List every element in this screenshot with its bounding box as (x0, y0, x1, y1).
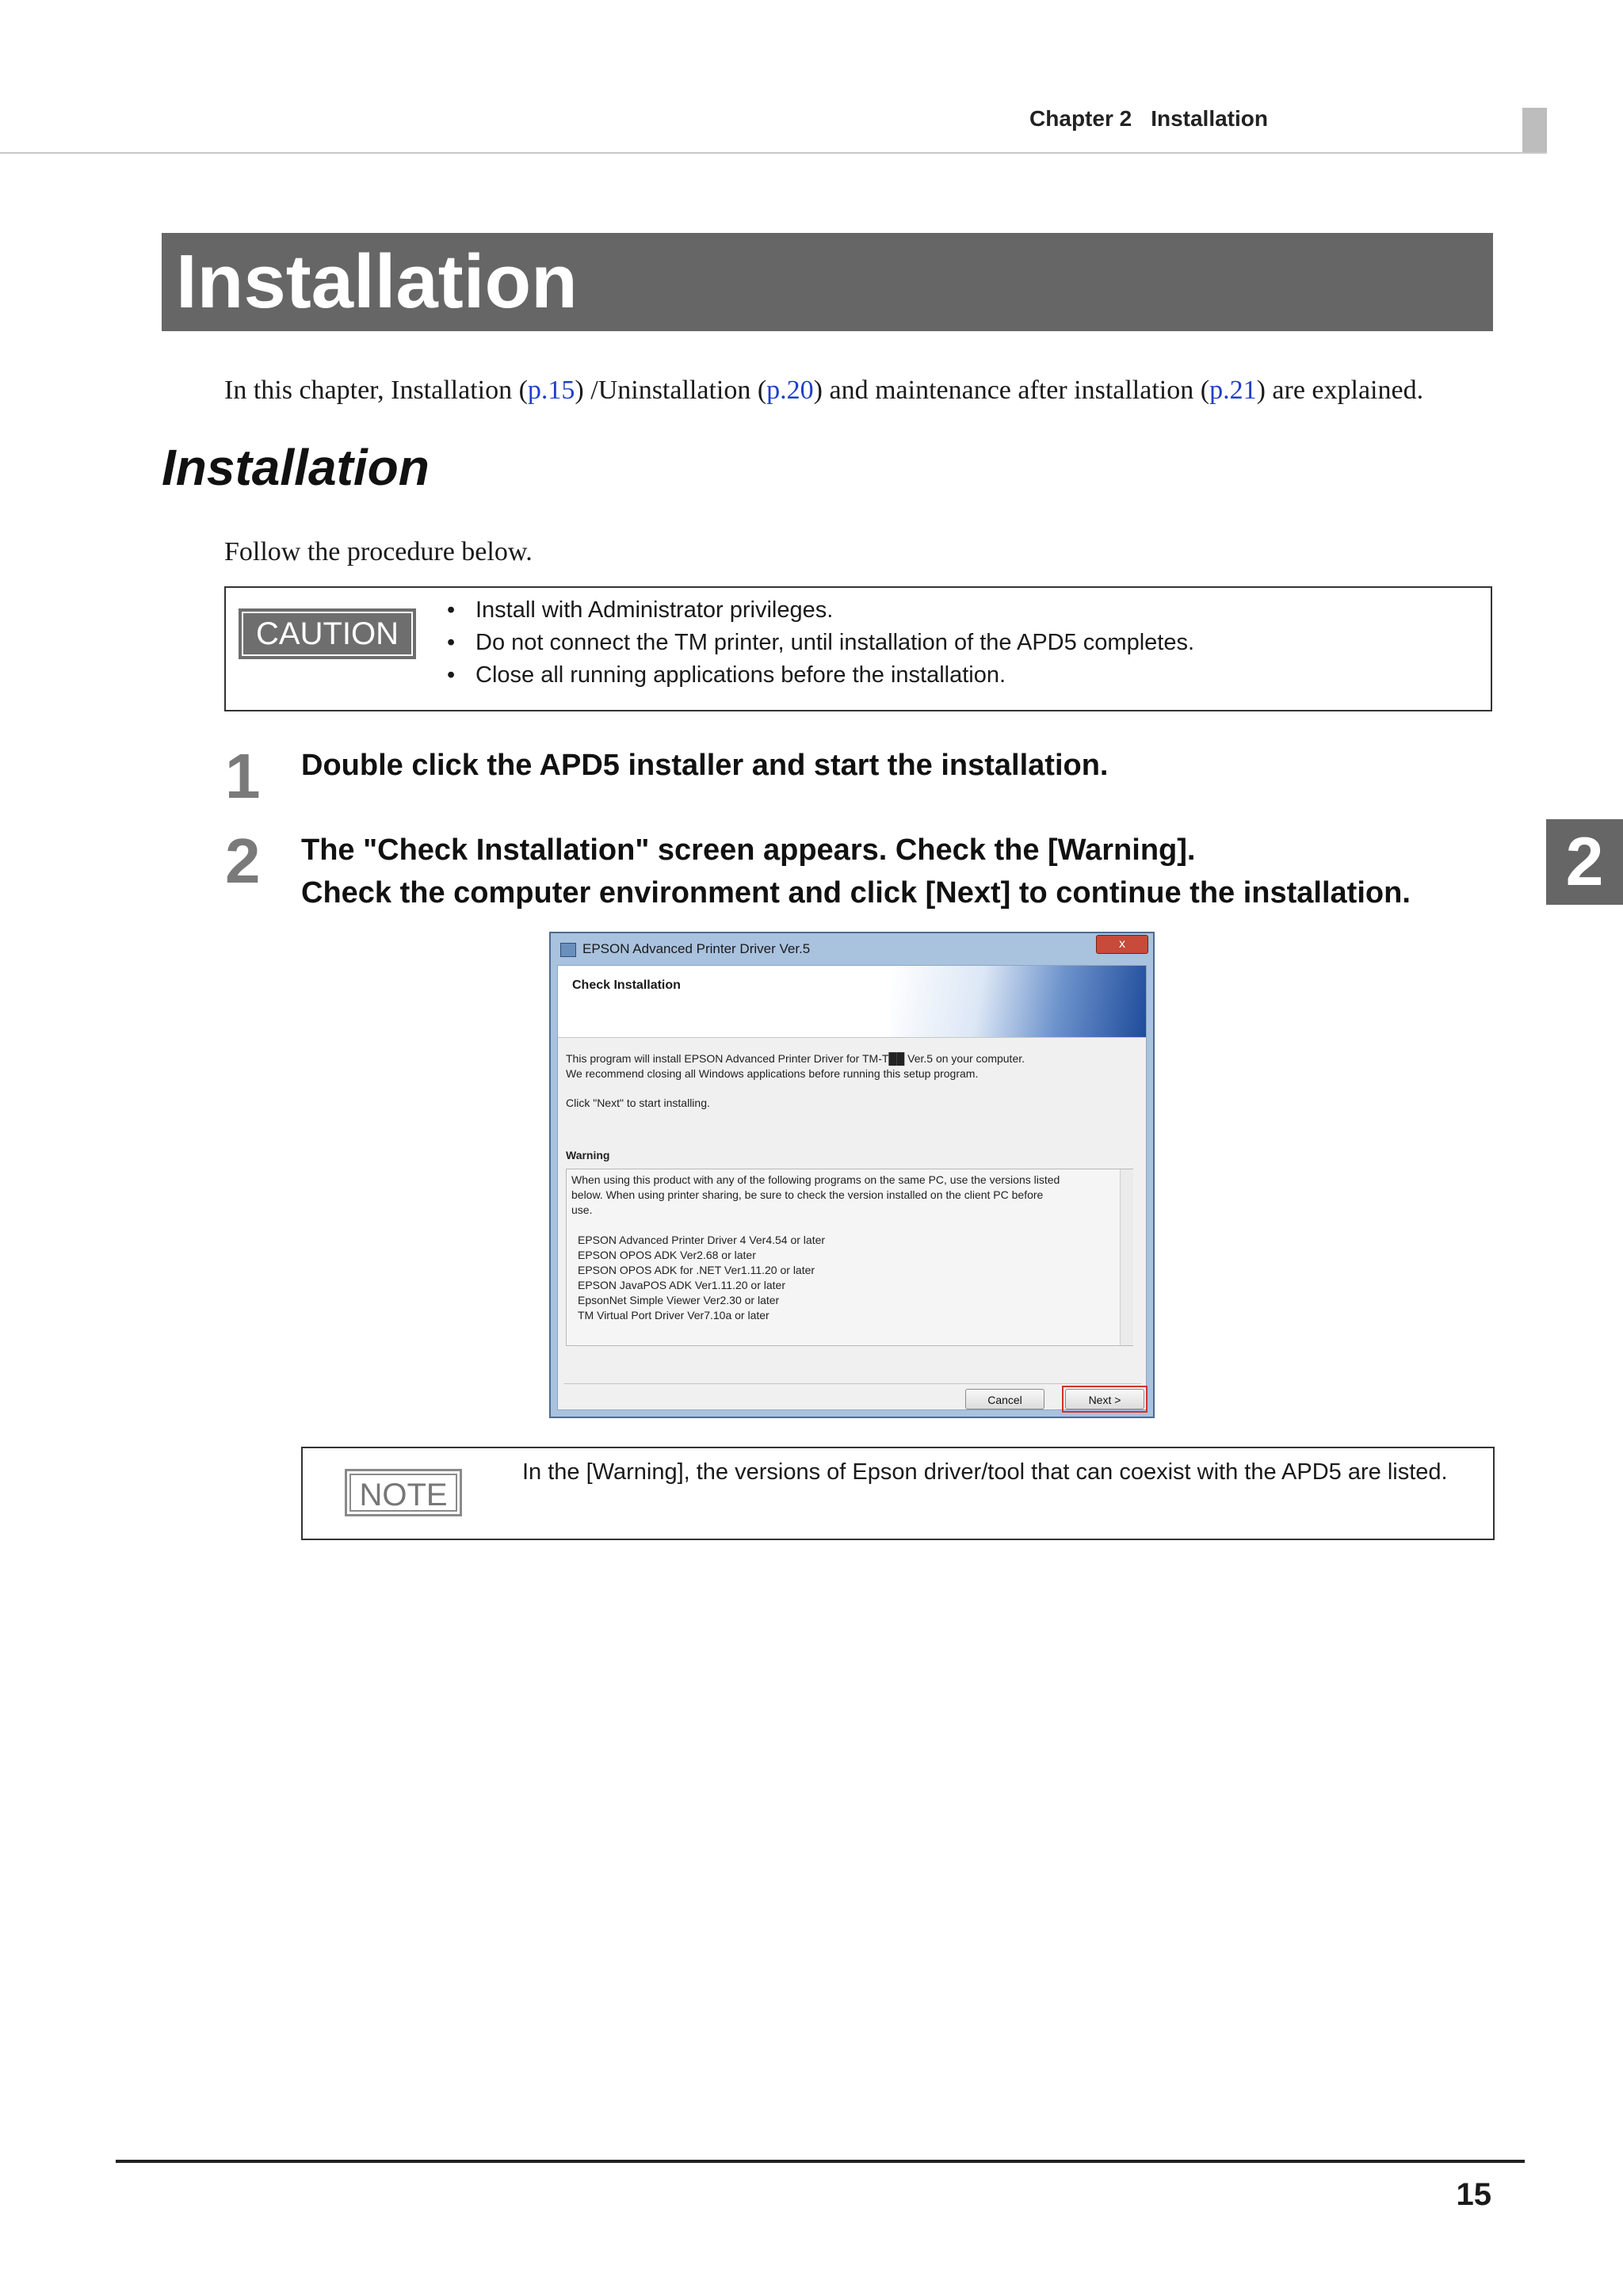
close-icon[interactable]: x (1096, 935, 1148, 954)
warning-scrollbar[interactable] (1120, 1169, 1133, 1345)
caution-item: • Do not connect the TM printer, until installation of the APD5 completes. (444, 627, 1194, 659)
warning-line: use. (571, 1203, 593, 1216)
running-header-section: Installation (1151, 106, 1268, 131)
link-uninstallation-page[interactable]: p.20 (766, 376, 814, 405)
intro-text-4: ) are explained. (1256, 376, 1424, 405)
footer-rule (116, 2160, 1525, 2163)
intro-paragraph (224, 372, 1508, 409)
intro-text-1: In this chapter, Installation ( (224, 376, 528, 405)
step-number: 2 (225, 826, 261, 896)
version-item: EPSON Advanced Printer Driver 4 Ver4.54 or later (578, 1234, 826, 1246)
dialog-body-line: We recommend closing all Windows applications before running this setup program. (566, 1067, 979, 1080)
dialog-body-line: Click "Next" to start installing. (566, 1097, 710, 1109)
version-item: EPSON JavaPOS ADK Ver1.11.20 or later (578, 1279, 785, 1291)
link-installation-page[interactable]: p.15 (527, 376, 575, 405)
dialog-separator (564, 1383, 1141, 1384)
chapter-title: Installation (176, 239, 578, 324)
caution-item: • Close all running applications before the installation. (444, 659, 1194, 692)
section-lead: Follow the procedure below. (224, 537, 533, 566)
dialog-client-area (557, 965, 1147, 1410)
header-tab-marker (1522, 108, 1547, 154)
warning-line: below. When using printer sharing, be sure to check the version installed on the client PC before (571, 1188, 1044, 1201)
step-text: The "Check Installation" screen appears. Check the [Warning]. (301, 833, 1196, 867)
header-swoosh-graphic (891, 966, 1146, 1037)
intro-text-2: ) /Uninstallation ( (575, 376, 767, 405)
dialog-titlebar (551, 933, 1153, 967)
warning-line: When using this product with any of the following programs on the same PC, use the versions listed (571, 1173, 1060, 1186)
caution-item: • Install with Administrator privileges. (444, 594, 1194, 627)
version-item: EPSON OPOS ADK Ver2.68 or later (578, 1249, 756, 1261)
next-button[interactable]: Next > (1065, 1389, 1144, 1409)
printer-app-icon (560, 943, 576, 957)
version-item: EpsonNet Simple Viewer Ver2.30 or later (578, 1294, 780, 1306)
cancel-button[interactable]: Cancel (965, 1389, 1044, 1409)
dialog-body-line: This program will install EPSON Advanced Printer Driver for TM-T██ Ver.5 on your computer. (566, 1052, 1025, 1065)
section-title: Installation (162, 439, 430, 496)
version-item: TM Virtual Port Driver Ver7.10a or later (578, 1309, 769, 1322)
note-badge: NOTE (345, 1469, 462, 1516)
note-text: In the [Warning], the versions of Epson driver/tool that can coexist with the APD5 are listed. (522, 1459, 1448, 1485)
header-rule (0, 152, 1547, 154)
page-number: 15 (1456, 2177, 1491, 2212)
caution-list (444, 594, 1194, 692)
running-header-chapter: Chapter 2 (1029, 106, 1132, 131)
version-item: EPSON OPOS ADK for .NET Ver1.11.20 or later (578, 1264, 815, 1276)
step-text: Check the computer environment and click [Next] to continue the installation. (301, 876, 1411, 910)
dialog-heading: Check Installation (572, 978, 681, 992)
step-text: Double click the APD5 installer and start the installation. (301, 749, 1109, 782)
warning-label: Warning (566, 1149, 610, 1161)
running-header (0, 106, 1268, 132)
installer-dialog-screenshot (549, 932, 1155, 1418)
link-maintenance-page[interactable]: p.21 (1209, 376, 1257, 405)
dialog-title: EPSON Advanced Printer Driver Ver.5 (582, 941, 811, 956)
intro-text-3: ) and maintenance after installation ( (813, 376, 1210, 405)
caution-badge: CAUTION (239, 608, 416, 659)
warning-textbox[interactable] (566, 1169, 1133, 1346)
chapter-side-tab: 2 (1546, 819, 1623, 905)
dialog-header-band (558, 966, 1146, 1038)
step-number: 1 (225, 741, 261, 811)
